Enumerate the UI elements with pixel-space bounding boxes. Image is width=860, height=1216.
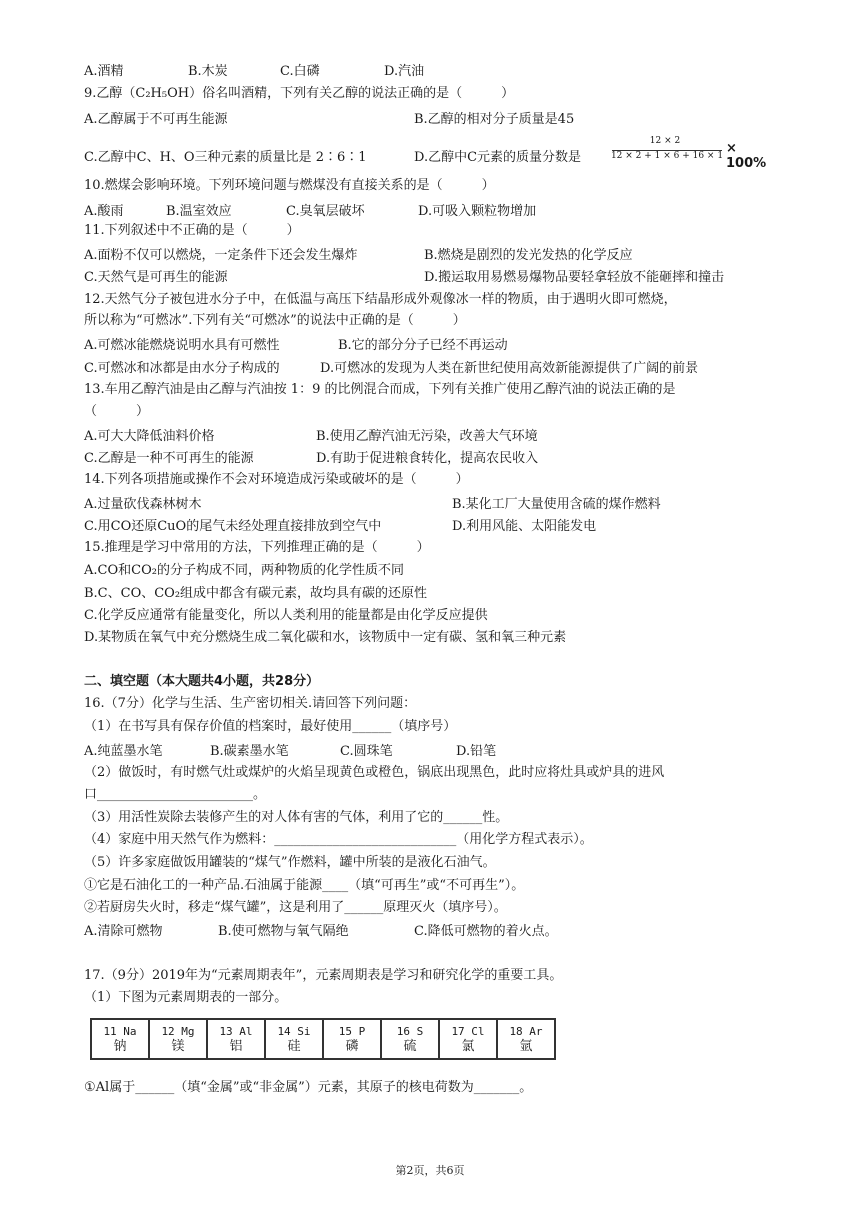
q14-option-a: A.过量砍伐森林树木 — [84, 497, 202, 512]
element-cell: 11 Na 钠 — [91, 1019, 149, 1059]
q11-option-c: C.天然气是可再生的能源 — [84, 270, 228, 285]
question-14: 14.下列各项措施或操作不会对环境造成污染或破坏的是（ ） — [84, 472, 469, 487]
q10-option-a: A.酸雨 — [84, 204, 124, 219]
q14-option-c: C.用CO还原CuO的尾气未经处理直接排放到空气中 — [84, 519, 382, 534]
q13-option-b: B.使用乙醇汽油无污染，改善大气环境 — [316, 429, 538, 444]
fraction-numerator: 12 × 2 — [649, 136, 681, 146]
question-13-line-1: 13.车用乙醇汽油是由乙醇与汽油按 1：9 的比例混合而成，下列有关推广使用乙醇汽油的说法正确的是 — [84, 382, 676, 397]
question-16: 16.（7分）化学与生活、生产密切相关.请回答下列问题： — [84, 696, 417, 711]
q16-5-option-b: B.使可燃物与氧气隔绝 — [218, 924, 349, 939]
q15-option-d: D.某物质在氧气中充分燃烧生成二氧化碳和水，该物质中一定有碳、氢和氧三种元素 — [84, 630, 567, 645]
option-d: D.汽油 — [384, 64, 425, 79]
question-12-line-2: 所以称为“可燃冰”.下列有关“可燃冰”的说法中正确的是（ ） — [84, 313, 466, 328]
option-b: B.木炭 — [188, 64, 228, 79]
q16-part-2-line-1: （2）做饭时，有时燃气灶或煤炉的火焰呈现黄色或橙色，锅底出现黑色，此时应将灶具或炉具的进风 — [84, 765, 665, 780]
element-cell: 16 S 硫 — [381, 1019, 439, 1059]
q14-option-b: B.某化工厂大量使用含硫的煤作燃料 — [452, 497, 661, 512]
fraction-denominator: 12 × 2 + 1 × 6 + 16 × 1 — [610, 151, 724, 161]
element-cell: 12 Mg 镁 — [149, 1019, 207, 1059]
q9-option-b: B.乙醇的相对分子质量是45 — [414, 112, 575, 127]
q17-part-1: （1）下图为元素周期表的一部分。 — [84, 990, 288, 1005]
q15-option-c: C.化学反应通常有能量变化，所以人类利用的能量都是由化学反应提供 — [84, 608, 488, 623]
q16-5-option-c: C.降低可燃物的着火点。 — [414, 924, 558, 939]
q13-option-d: D.有助于促进粮食转化，提高农民收入 — [316, 451, 539, 466]
page-footer: 第2页，共6页 — [395, 1164, 465, 1177]
q16-1-option-d: D.铅笔 — [456, 744, 497, 759]
q12-option-b: B.它的部分分子已经不再运动 — [338, 338, 508, 353]
q16-part-5: （5）许多家庭做饭用罐装的“煤气”作燃料，罐中所装的是液化石油气。 — [84, 855, 496, 870]
question-11: 11.下列叙述中不正确的是（ ） — [84, 223, 300, 238]
q16-part-2-line-2: 口________________________。 — [84, 787, 267, 802]
q16-5-option-a: A.清除可燃物 — [84, 924, 163, 939]
element-cell: 13 Al 铝 — [207, 1019, 265, 1059]
q9-option-a: A.乙醇属于不可再生能源 — [84, 112, 228, 127]
q16-part-4: （4）家庭中用天然气作为燃料：____________________________（用化学方程式表示）。 — [84, 832, 593, 847]
mass-fraction-formula — [610, 136, 778, 171]
q17-part-1-sub-1: ①Al属于______（填“金属”或“非金属”）元素，其原子的核电荷数为_______。 — [84, 1080, 533, 1095]
q12-option-d: D.可燃冰的发现为人类在新世纪使用高效新能源提供了广阔的前景 — [320, 361, 699, 376]
question-12-line-1: 12.天然气分子被包进水分子中，在低温与高压下结晶形成外观像冰一样的物质，由于遇明火即可燃烧， — [84, 292, 677, 307]
q14-option-d: D.利用风能、太阳能发电 — [452, 519, 597, 534]
q12-option-a: A.可燃冰能燃烧说明水具有可燃性 — [84, 338, 280, 353]
q16-1-option-a: A.纯蓝墨水笔 — [84, 744, 163, 759]
element-cell: 14 Si 硅 — [265, 1019, 323, 1059]
q16-1-option-c: C.圆珠笔 — [340, 744, 393, 759]
question-15: 15.推理是学习中常用的方法，下列推理正确的是（ ） — [84, 540, 430, 555]
q10-option-b: B.温室效应 — [166, 204, 232, 219]
q16-part-5-sub-1: ①它是石油化工的一种产品.石油属于能源____（填“可再生”或“不可再生”）。 — [84, 878, 525, 893]
element-cell: 15 P 磷 — [323, 1019, 381, 1059]
option-a: A.酒精 — [84, 64, 124, 79]
periodic-table-fragment — [90, 1018, 556, 1060]
q10-option-d: D.可吸入颗粒物增加 — [418, 204, 537, 219]
question-13-line-2: （ ） — [84, 404, 150, 419]
question-17: 17.（9分）2019年为“元素周期表年”，元素周期表是学习和研究化学的重要工具。 — [84, 968, 563, 983]
section-2-heading: 二、填空题（本大题共4小题，共28分） — [84, 674, 320, 689]
q12-option-c: C.可燃冰和冰都是由水分子构成的 — [84, 361, 280, 376]
q9-option-d: D.乙醇中C元素的质量分数是 — [414, 150, 582, 165]
option-c: C.白磷 — [280, 64, 320, 79]
q16-1-option-b: B.碳素墨水笔 — [210, 744, 289, 759]
q13-option-c: C.乙醇是一种不可再生的能源 — [84, 451, 254, 466]
q16-part-3: （3）用活性炭除去装修产生的对人体有害的气体，利用了它的______性。 — [84, 810, 509, 825]
q11-option-d: D.搬运取用易燃易爆物品要轻拿轻放不能砸摔和撞击 — [424, 270, 725, 285]
q11-option-b: B.燃烧是剧烈的发光发热的化学反应 — [424, 248, 633, 263]
q16-part-5-sub-2: ②若厨房失火时，移走“煤气罐”，这是利用了______原理灭火（填序号）。 — [84, 900, 507, 915]
q13-option-a: A.可大大降低油料价格 — [84, 429, 215, 444]
question-10: 10.燃煤会影响环境。下列环境问题与燃煤没有直接关系的是（ ） — [84, 178, 495, 193]
q15-option-a: A.CO和CO₂的分子构成不同，两种物质的化学性质不同 — [84, 563, 404, 578]
question-9: 9.乙醇（C₂H₅OH）俗名叫酒精，下列有关乙醇的说法正确的是（ ） — [84, 86, 515, 101]
fraction-percent: × 100% — [726, 141, 767, 171]
element-cell: 17 Cl 氯 — [439, 1019, 497, 1059]
q9-option-c: C.乙醇中C、H、O三种元素的质量比是 2∶6∶1 — [84, 150, 367, 165]
q15-option-b: B.C、CO、CO₂组成中都含有碳元素，故均具有碳的还原性 — [84, 586, 428, 601]
q10-option-c: C.臭氧层破坏 — [286, 204, 365, 219]
q16-part-1: （1）在书写具有保存价值的档案时，最好使用______（填序号） — [84, 719, 457, 734]
element-cell: 18 Ar 氩 — [497, 1019, 555, 1059]
q11-option-a: A.面粉不仅可以燃烧，一定条件下还会发生爆炸 — [84, 248, 358, 263]
